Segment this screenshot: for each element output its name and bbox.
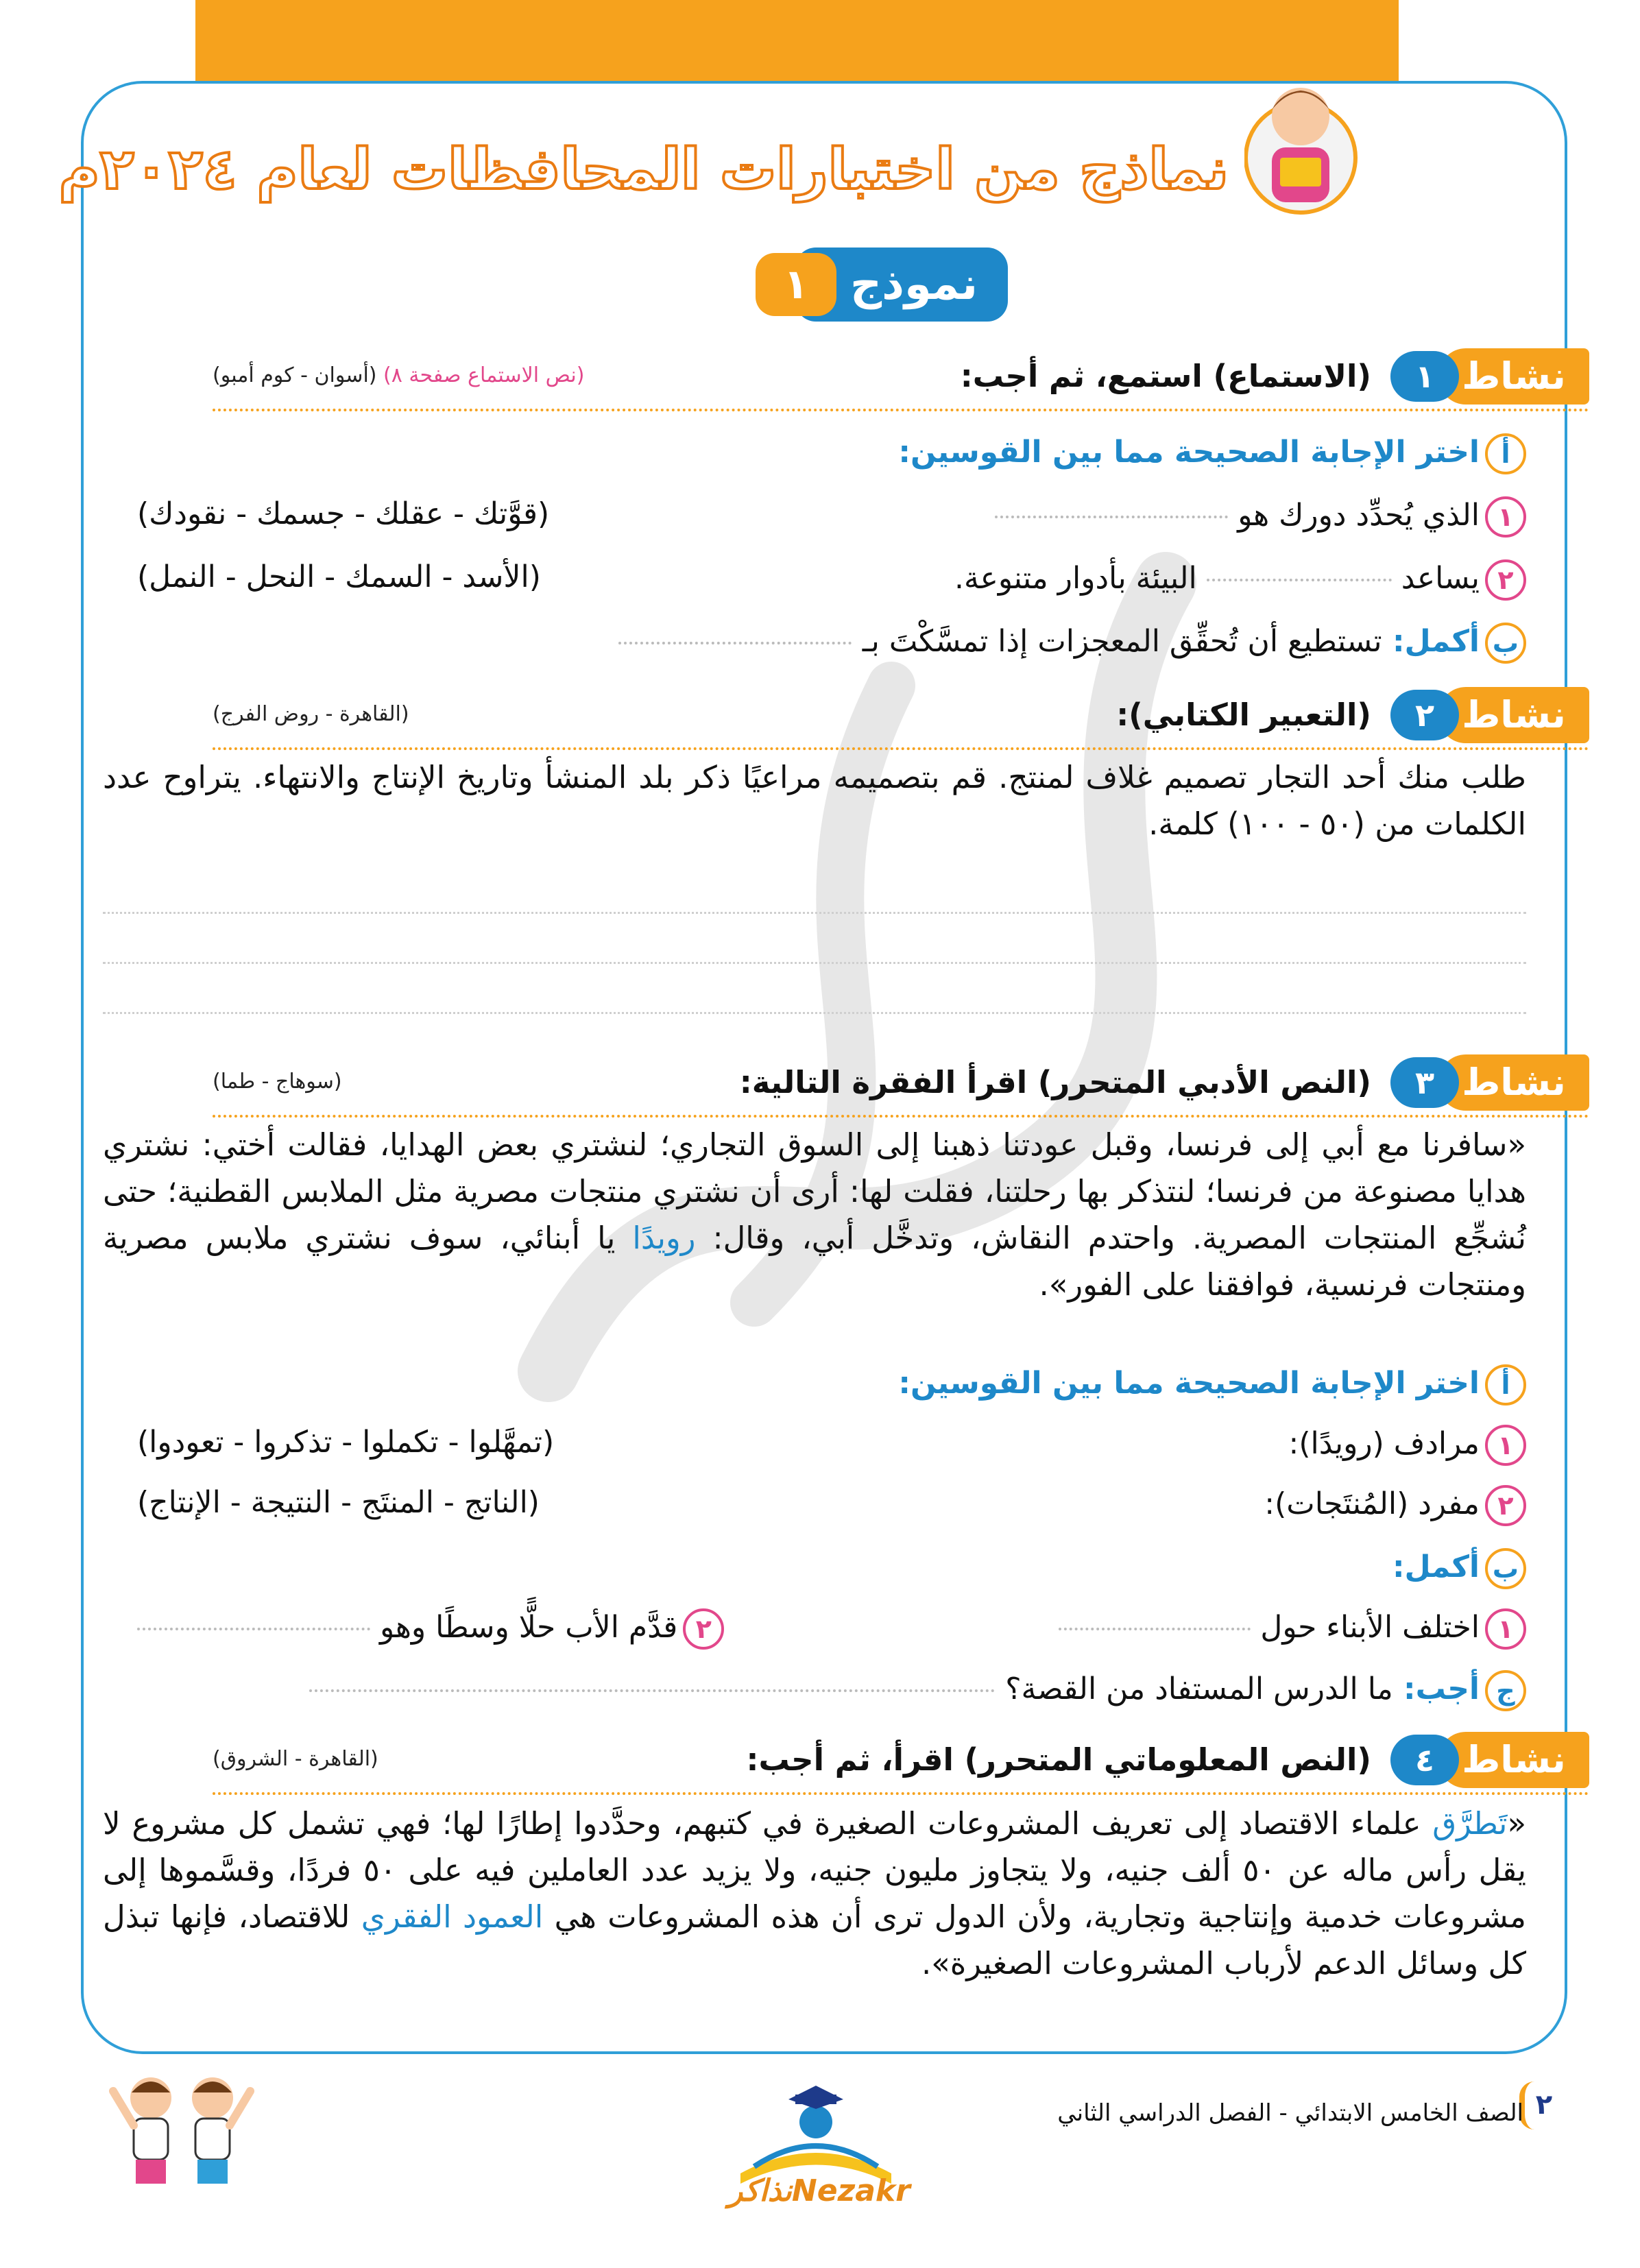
blank[interactable]	[309, 1689, 995, 1692]
divider	[213, 409, 1589, 411]
activity-1-header	[129, 348, 1589, 410]
activity-title: (النص المعلوماتي المتحرر) اقرأ، ثم أجب:	[746, 1741, 1371, 1778]
paragraph-middle: علماء الاقتصاد إلى تعريف المشروعات الصغيرة في كتبهم، وحدَّدوا إطارًا لها؛ فهي تشمل كل مشروع لا يقل رأس ماله عن ٥٠ ألف جنيه، ولا يتجاوز مليون جنيه، ولا يزيد عدد العاملين فيه على ٥٠ فردًا، وقسَّموها إلى مشروعات خدمية وإنتاجية وتجارية، ولأن الدول ترى أن هذه المشروعات هي	[103, 1805, 1526, 1935]
writing-line[interactable]	[103, 964, 1526, 1014]
blank[interactable]	[1207, 579, 1392, 581]
activity-3-q1-options: (تمهَّلوا - تكملوا - تذكروا - تعودوا)	[137, 1425, 555, 1460]
activity-source: (سوهاج - طما)	[213, 1070, 342, 1094]
question-text: الذي يُحدِّد دورك هو	[1238, 498, 1480, 533]
activity-3-sub-b	[1392, 1548, 1526, 1589]
question-text-a: يساعد	[1401, 561, 1480, 596]
kids-illustration-icon	[103, 2064, 261, 2208]
activity-source: (القاهرة - روض الفرج)	[213, 702, 409, 726]
question-number: ١	[1485, 496, 1526, 538]
activity-title: (التعبير الكتابي):	[1116, 697, 1371, 733]
activity-3-sub-a	[898, 1364, 1526, 1406]
sub-letter: ج	[1485, 1670, 1526, 1711]
activity-number: ٢	[1390, 690, 1459, 740]
model-badge	[720, 247, 1008, 322]
writing-line[interactable]	[103, 914, 1526, 964]
model-label: نموذج	[795, 248, 1008, 322]
divider	[213, 747, 1589, 750]
model-number: ١	[756, 253, 836, 316]
activity-4-header	[129, 1732, 1589, 1794]
activity-2-paragraph: طلب منك أحد التجار تصميم غلاف لمنتج. قم بتصميمه مراعيًا ذكر بلد المنشأ وتاريخ الإنتاج والانتهاء. يتراوح عدد الكلمات من (٥٠ - ١٠٠) كلمة.	[103, 759, 1526, 842]
activity-3-q2-options: (الناتج - المنتَج - النتيجة - الإنتاج)	[137, 1485, 540, 1520]
page-title: نماذج من اختبارات المحافظات لعام ٢٠٢٤م	[58, 137, 1229, 202]
highlighted-word: رويدًا	[632, 1220, 696, 1256]
source-page-ref: (نص الاستماع صفحة ٨)	[383, 363, 585, 387]
activity-title: (النص الأدبي المتحرر) اقرأ الفقرة التالية:	[739, 1064, 1371, 1100]
sub-label: أكمل:	[1392, 624, 1480, 659]
blank[interactable]	[995, 516, 1228, 518]
paragraph-end: للاقتصاد، فإنها تبذل كل وسائل الدعم لأرباب المشروعات الصغيرة».	[103, 1898, 1526, 1981]
activity-1-sub-a	[898, 433, 1526, 474]
activity-source	[213, 363, 584, 387]
question-number: ١	[1485, 1608, 1526, 1650]
paragraph-part-b: يا أبنائي، سوف نشتري ملابس مصرية ومنتجات فرنسية، فوافقنا على الفور».	[103, 1220, 1526, 1303]
activity-number: ٤	[1390, 1735, 1459, 1785]
activity-3-c1	[1059, 1608, 1526, 1650]
activity-3-c2	[137, 1608, 724, 1650]
sub-text: اختر الإجابة الصحيحة مما بين القوسين:	[898, 1366, 1480, 1401]
question-text-b: البيئة بأدوار متنوعة.	[954, 561, 1197, 596]
activity-1-q2-options: (الأسد - السمك - النحل - النمل)	[137, 559, 541, 594]
question-number: ١	[1485, 1425, 1526, 1466]
activity-tag: نشاط	[1438, 348, 1589, 405]
highlighted-word: تَطرَّق	[1432, 1805, 1508, 1842]
page-number: ٢	[1523, 2077, 1565, 2132]
sub-text: تستطيع أن تُحقِّق المعجزات إذا تمسَّكْتَ بـ	[862, 624, 1382, 659]
blank[interactable]	[137, 1628, 370, 1630]
sub-text: اختر الإجابة الصحيحة مما بين القوسين:	[898, 435, 1480, 470]
activity-3-q1	[1289, 1425, 1526, 1466]
divider	[213, 1115, 1589, 1118]
sub-letter: أ	[1485, 433, 1526, 474]
logo-text: Nezakrنذاكر	[728, 2173, 911, 2208]
activity-tag: نشاط	[1438, 687, 1589, 743]
activity-4-paragraph	[103, 1800, 1526, 1987]
sub-label: أجب:	[1403, 1672, 1480, 1706]
question-number: ٢	[1485, 1485, 1526, 1526]
highlighted-phrase: العمود الفقري	[361, 1898, 544, 1935]
activity-source: (القاهرة - الشروق)	[213, 1747, 378, 1771]
activity-1-sub-b	[618, 623, 1526, 664]
paragraph-part-a: «سافرنا مع أبي إلى فرنسا، وقبل عودتنا ذهبنا إلى السوق التجاري؛ لنشتري بعض الهدايا، فقالت أختي: نشتري هدايا مصنوعة من فرنسا؛ لنتذكر بها رحلتنا، فقلت لها: أرى أن نشتري منتجات مصرية مثل الملابس القطنية؛ حتى نُشجِّع المنتجات المصرية. واحتدم النقاش، وتدخَّل أبي، وقال:	[103, 1126, 1526, 1256]
quote-open: «	[1507, 1805, 1526, 1842]
sub-label: أكمل:	[1392, 1549, 1480, 1584]
activity-tag: نشاط	[1438, 1054, 1589, 1111]
activity-2-header	[129, 687, 1589, 749]
sub-letter: ب	[1485, 1548, 1526, 1589]
question-text: مفرد (المُنتَجات):	[1264, 1486, 1480, 1521]
activity-1-q1-options: (قوَّتك - عقلك - جسمك - نقودك)	[137, 496, 550, 531]
writing-lines[interactable]	[103, 864, 1526, 1014]
question-number: ٢	[1485, 559, 1526, 601]
source-region: (أسوان - كوم أمبو)	[213, 363, 377, 387]
activity-title: (الاستماع) استمع، ثم أجب:	[960, 358, 1371, 394]
activity-number: ٣	[1390, 1057, 1459, 1108]
blank[interactable]	[1059, 1628, 1251, 1630]
question-text: اختلف الأبناء حول	[1260, 1610, 1480, 1645]
sub-letter: أ	[1485, 1364, 1526, 1406]
activity-number: ١	[1390, 351, 1459, 402]
blank[interactable]	[618, 642, 852, 644]
activity-3-sub-c	[309, 1670, 1526, 1711]
activity-1-q1	[995, 496, 1526, 538]
footer-grade-text: الصف الخامس الابتدائي - الفصل الدراسي الثاني	[1057, 2099, 1523, 2127]
activity-3-q2	[1264, 1485, 1526, 1526]
question-text: مرادف (رويدًا):	[1288, 1426, 1480, 1461]
question-number: ٢	[683, 1608, 724, 1650]
activity-tag: نشاط	[1438, 1732, 1589, 1788]
question-text: قدَّم الأب حلًّا وسطًا وهو	[380, 1610, 678, 1645]
sub-text: ما الدرس المستفاد من القصة؟	[1005, 1672, 1393, 1706]
divider	[213, 1792, 1589, 1795]
activity-3-header	[129, 1054, 1589, 1116]
sub-letter: ب	[1485, 623, 1526, 664]
boy-reading-icon	[1244, 69, 1358, 216]
activity-3-paragraph	[103, 1122, 1526, 1308]
activity-1-q2	[954, 559, 1526, 601]
writing-line[interactable]	[103, 864, 1526, 914]
